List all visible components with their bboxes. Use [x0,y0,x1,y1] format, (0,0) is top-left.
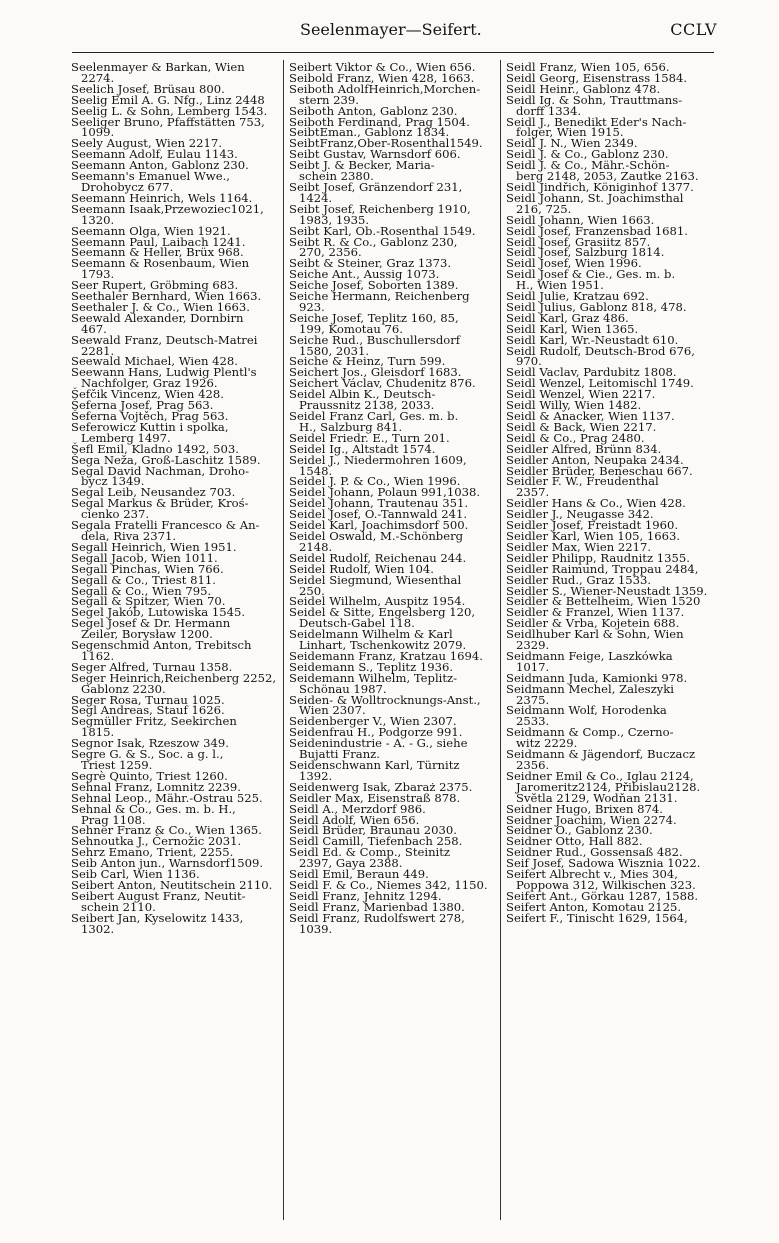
directory-entry-line: Seidl J. & Co., Mähr.-Schön- [506,158,670,173]
directory-entry-line: Seif Josef, Sadowa Wisznia 1022. [506,856,701,871]
directory-entry-line: Seidl Franz, Jehnitz 1294. [289,888,442,903]
directory-entry-line: Seiche Rud., Buschullersdorf [289,332,461,347]
directory-entry-line: Seethaler J. & Co., Wien 1663. [71,299,250,314]
directory-entry-line: Seelich Josef, Brüsau 800. [71,81,225,96]
directory-entry-line: H., Wien 1951. [516,278,604,293]
directory-entry-line: Seidl Josef & Cie., Ges. m. b. [506,267,676,282]
directory-entry-line: Seidl Wenzel, Leitomischl 1749. [506,376,694,391]
directory-entry-line: Seidler Rud., Graz 1533. [506,572,652,587]
directory-entry-line: Segall Pinchas, Wien 766. [71,561,224,576]
directory-entry-line: dela, Riva 2371. [81,528,177,543]
directory-entry-line: Seidler & Bettelheim, Wien 1520 [506,594,701,609]
directory-entry-line: Segall & Co., Wien 795. [71,583,212,598]
directory-entry-line: Sehnoutka J., Černožic 2031. [71,834,242,849]
directory-entry-line: Seidenfrau H., Podgorze 991. [289,725,463,740]
directory-entry-line: Wien 2307. [299,703,366,718]
directory-entry-line: Seiboth Ferdinand, Prag 1504. [289,114,470,129]
directory-entry-line: Sehner Franz & Co., Wien 1365. [71,823,262,838]
directory-entry-line: Seidel Wilhelm, Auspitz 1954. [289,594,466,609]
directory-entry-line: 1548. [299,463,333,478]
directory-entry-line: Seibert Viktor & Co., Wien 656. [289,60,476,74]
directory-entry-line: Gablonz 2230. [81,681,166,696]
directory-entry-line: Seidmann & Jägendorf, Buczacz [506,747,696,762]
directory-entry-line: Seidlhuber Karl & Sohn, Wien [506,627,684,642]
directory-entry-line: Seewann Hans, Ludwig Plentl's [71,365,257,380]
directory-entry-line: 1580, 2031. [299,343,370,358]
directory-entry-line: Seidl & Co., Prag 2480. [506,430,645,445]
page-number: CCLV [670,20,717,39]
directory-entry-line: Šefčik Vincenz, Wien 428. [71,387,224,402]
directory-entry-line: Seidl Franz, Marienbad 1380. [289,899,465,914]
directory-entry-line: folger, Wien 1915. [516,125,624,140]
directory-entry-line: 199, Komotau 76. [299,321,403,336]
directory-entry-line: Šeferna Josef, Prag 563. [71,398,214,413]
directory-entry-line: Seidel Johann, Polaun 991,1038. [289,485,481,500]
directory-entry-line: stern 239. [299,92,359,107]
directory-entry-line: Praussnitz 2138, 2033. [299,398,435,413]
directory-entry-line: Seidl J. N., Wien 2349. [506,136,638,151]
directory-entry-line: Seidner Joachim, Wien 2274. [506,812,677,827]
directory-entry-line: SeibtEman., Gablonz 1834. [289,125,450,140]
directory-entry-line: 2329. [516,638,550,653]
directory-entry-line: Seidl Vaclav, Pardubitz 1808. [506,365,677,380]
directory-entry-line: Seemann Adolf, Eulau 1143. [71,147,238,162]
directory-entry-line: Seidler & Vrba, Kojetein 688. [506,616,680,631]
directory-entry-line: Seidl Franz, Wien 105, 656. [506,60,670,74]
directory-entry-line: Seiche Josef, Teplitz 160, 85, [289,310,459,325]
directory-entry-line: 1793. [81,267,115,282]
directory-entry-line: Seidl Heinr., Gablonz 478. [506,81,661,96]
directory-entry-line: Seidner Otto, Hall 882. [506,834,643,849]
directory-entry-line: Seiche Ant., Aussig 1073. [289,267,440,282]
directory-entry-line: Seidemann Wilhelm, Teplitz- [289,670,458,685]
directory-entry-line: Seidler Brüder, Beneschau 667. [506,463,693,478]
directory-entry-line: Seibt Karl, Ob.-Rosenthal 1549. [289,223,476,238]
directory-entry-line: Seemann Anton, Gablonz 230. [71,158,249,173]
directory-entry-line: Segall Heinrich, Wien 1951. [71,539,237,554]
directory-entry-line: 1424. [299,190,333,205]
directory-entry-line: Seidel Albin K., Deutsch- [289,387,436,402]
directory-entry-line: SeibtFranz,Ober-Rosenthal1549. [289,136,483,151]
directory-entry-line: Drohobycz 677. [81,179,174,194]
directory-entry-line: Linhart, Tschenkowitz 2079. [299,638,467,653]
directory-entry-line: Seidenwerg Isak, Zbaraż 2375. [289,779,473,794]
directory-entry-line: Seidl & Back, Wien 2217. [506,419,657,434]
directory-entry-line: Seidl A., Merzdorf 986. [289,801,426,816]
directory-entry-line: Seidl Johann, St. Joachimsthal [506,190,684,205]
directory-entry-line: Seidel J., Niedermohren 1609, [289,452,467,467]
directory-entry-line: Seidl Camill, Tiefenbach 258. [289,834,463,849]
directory-entry-line: Seidl Josef, Grasiitz 857. [506,234,651,249]
directory-entry-line: Seidl Georg, Eisenstrass 1584. [506,70,688,85]
directory-entry-line: Seemann Heinrich, Wels 1164. [71,190,253,205]
directory-entry-line: Schönau 1987. [299,681,387,696]
directory-entry-line: 2357. [516,485,550,500]
directory-entry-line: Seidl & Anacker, Wien 1137. [506,409,675,423]
directory-entry-line: Seewald Alexander, Dornbirn [71,310,244,325]
directory-entry-line: Seidler Max, Eisenstraß 878. [289,790,461,805]
directory-entry-line: Seibert Anton, Neutitschein 2110. [71,877,273,892]
directory-entry-line: Seidler Raimund, Troppau 2484, [506,561,699,576]
directory-entry-line: Seidl Rudolf, Deutsch-Brod 676, [506,343,695,358]
directory-entry-line: 1320. [81,212,115,227]
directory-entry-line: Segel Josef & Dr. Hermann [71,616,231,631]
directory-entry-line: Seidmann Feige, Laszkówka [506,648,673,663]
directory-entry-line: Seibt Gustav, Warnsdorf 606. [289,147,461,162]
directory-entry-line: Segal Markus & Brüder, Kroś- [71,496,249,511]
directory-entry-line: Seelig Emil A. G. Nfg., Linz 2448 [71,92,265,107]
directory-entry-line: Seib Carl, Wien 1136. [71,867,200,882]
directory-entry-line: Seidenindustrie - A. - G., siehe [289,736,468,751]
directory-entry-line: Seidl Johann, Wien 1663. [506,212,655,227]
directory-entry-line: Segmüller Fritz, Seekirchen [71,714,237,729]
directory-entry-line: 1162. [81,648,115,663]
column-3 [506,62,715,924]
directory-entry-line: Seibt & Steiner, Graz 1373. [289,256,452,271]
directory-entry-line: 923. [299,299,325,314]
directory-entry-line: Segal David Nachman, Droho- [71,463,250,478]
directory-entry-line: Seidler Philipp, Raudnitz 1355. [506,550,690,565]
directory-entry-line: Segall & Spitzer, Wien 70. [71,594,226,609]
directory-entry-line: Seethaler Bernhard, Wien 1663. [71,289,262,304]
directory-entry-line: 2274. [81,70,115,85]
directory-entry-line: Seidel Karl, Joachimsdorf 500. [289,518,469,533]
directory-entry-line: 2375. [516,692,550,707]
directory-entry-line: Seidel Josef, O.-Tannwald 241. [289,507,468,522]
column-divider [283,60,284,1220]
directory-entry-line: Segal Leib, Neusandez 703. [71,485,236,500]
directory-entry-line: Seidmann Juda, Kamionki 978. [506,670,688,685]
directory-entry-line: Segl Andreas, Stauf 1626. [71,703,225,718]
directory-entry-line: Seemann Paul, Laibach 1241. [71,234,246,249]
directory-entry-line: Seeliger Bruno, Pfaffstätten 753, [71,114,265,129]
directory-entry-line: Šeferna Vojtěch, Prag 563. [71,409,229,423]
directory-entry-line: Seidel & Sitte, Engelsberg 120, [289,605,476,620]
directory-entry-line: Seidel Oswald, M.-Schönberg [289,528,464,543]
directory-entry-line: Seidel Friedr. E., Turn 201. [289,430,450,445]
directory-entry-line: Seiboth Anton, Gablonz 230. [289,103,458,118]
directory-entry-line: 2356. [516,758,550,772]
directory-entry-line: Seferowicz Kuttin i spolka, [71,419,229,434]
directory-entry-line: Seifert Ant., Görkau 1287, 1588. [506,888,699,903]
column-2 [289,62,495,935]
directory-entry-line: 1815. [81,725,115,740]
directory-entry-line: Seidmann & Comp., Czerno- [506,725,674,740]
page-header [0,20,779,44]
directory-entry-line: Seibt J. & Becker, Maria- [289,158,435,173]
directory-entry-line: bycz 1349. [81,474,145,489]
directory-entry-line: berg 2148, 2053, Zautke 2163. [516,169,699,184]
directory-entry-line: Seidelmann Wilhelm & Karl [289,627,453,642]
directory-entry-line: Seiden- & Wolltrocknungs-Anst., [289,692,481,707]
directory-entry-line: Seidler Hans & Co., Wien 428. [506,496,686,511]
directory-entry-line: Segall Jacob, Wien 1011. [71,550,218,565]
directory-entry-line: schein 2380. [299,169,374,184]
directory-entry-line: Nachfolger, Graz 1926. [81,376,218,391]
directory-entry-line: Seiche & Heinz, Turn 599. [289,354,446,369]
column-1 [71,62,278,935]
directory-entry-line: Segel Jakób, Lutowiska 1545. [71,605,246,620]
directory-entry-line: Seibert August Franz, Neutit- [71,888,246,903]
directory-entry-line: Seemann Olga, Wien 1921. [71,223,231,238]
directory-entry-line: Seidl Josef, Franzensbad 1681. [506,223,688,238]
directory-entry-line: Seidmann Wolf, Horodenka [506,703,667,718]
directory-entry-line: Seidl Karl, Graz 486. [506,310,629,325]
directory-entry-line: Seidler J., Neugasse 342. [506,507,654,522]
directory-entry-line: Seidel Rudolf, Wien 104. [289,561,434,576]
directory-entry-line: Seelig L. & Sohn, Lemberg 1543. [71,103,268,118]
directory-entry-line: Seidler Anton, Neupaka 2434. [506,452,684,467]
directory-entry-line: Seelenmayer & Barkan, Wien [71,60,245,74]
directory-entry-line: Seichert Václav, Chudenitz 876. [289,376,476,391]
directory-entry-line: Seidl Ed. & Comp., Steinitz [289,845,451,860]
directory-entry-line: Seidner Hugo, Brixen 874. [506,801,663,816]
directory-entry-line: Sehnal Leop., Mähr.-Ostrau 525. [71,790,263,805]
directory-entry-line: Seidl J., Benedikt Eder's Nach- [506,114,687,129]
directory-entry-line: Seiboth AdolfHeinrich,Morchen- [289,81,481,96]
directory-entry-line: witz 2229. [516,736,578,751]
directory-entry-line: Seidler Max, Wien 2217. [506,539,652,554]
directory-entry-line: Seibt R. & Co., Gablonz 230, [289,234,458,249]
directory-entry-line: H., Salzburg 841. [299,419,403,434]
directory-entry-line: Seidner Emil & Co., Iglau 2124, [506,768,694,783]
directory-entry-line: Seidemann Franz, Kratzau 1694. [289,648,483,663]
directory-entry-line: Seifert Anton, Komotau 2125. [506,899,682,914]
directory-entry-line: Segre G. & S., Soc. a g. l., [71,747,224,762]
directory-entry-line: Seidel Johann, Trautenau 351. [289,496,469,511]
directory-entry-line: 250. [299,583,325,598]
directory-entry-line: 467. [81,321,107,336]
directory-entry-line: Segnor Isak, Rzeszow 349. [71,736,229,751]
directory-entry-line: Seidl Karl, Wr.-Neustadt 610. [506,332,679,347]
directory-entry-line: 216, 725. [516,201,572,216]
directory-entry-line: Seidel Ig., Altstadt 1574. [289,441,436,456]
directory-entry-line: Seib Anton jun., Warnsdorf1509. [71,856,264,871]
directory-entry-line: 2148. [299,539,333,554]
directory-entry-line: 1392. [299,768,333,783]
directory-entry-line: Seidel J. P. & Co., Wien 1996. [289,474,461,489]
directory-entry-line: Seidl Adolf, Wien 656. [289,812,420,827]
directory-entry-line: 1983, 1935. [299,212,370,227]
directory-entry-line: Seidmann Mechel, Zaleszyki [506,681,674,696]
directory-entry-line: Seidl Franz, Rudolfswert 278, [289,910,465,925]
directory-entry-line: 270, 2356. [299,245,362,260]
directory-entry-line: Seiche Hermann, Reichenberg [289,289,470,304]
directory-entry-line: 2533. [516,714,550,729]
directory-entry-line: Seidel Rudolf, Reichenau 244. [289,550,467,565]
directory-entry-line: Seidl Wenzel, Wien 2217. [506,387,656,402]
directory-entry-line: dorff 1334. [516,103,582,118]
directory-entry-line: Jaromeritz2124, Přibislau2128. [516,779,701,794]
directory-entry-line: Seibold Franz, Wien 428, 1663. [289,70,475,85]
directory-entry-line: Triest 1259. [81,758,153,772]
directory-entry-line: Segala Fratelli Francesco & An- [71,518,260,533]
directory-entry-line: cienko 237. [81,507,150,522]
directory-entry-line: Segenschmid Anton, Trebitsch [71,638,252,653]
directory-entry-line: 1039. [299,921,333,936]
directory-entry-line: 2281. [81,343,115,358]
directory-entry-line: Lemberg 1497. [81,430,171,445]
directory-entry-line: Seidler Karl, Wien 105, 1663. [506,528,681,543]
page-title: Seelenmayer—Seifert. [300,20,482,39]
directory-entry-line: Seer Rupert, Gröbming 683. [71,278,239,293]
directory-entry-line: Seidl Julius, Gablonz 818, 478. [506,299,687,314]
directory-entry-line: Seidler F. W., Freudenthal [506,474,659,489]
directory-entry-line: Seewald Franz, Deutsch-Matrei [71,332,258,347]
directory-entry-line: Poppowa 312, Wilkischen 323. [516,877,696,892]
directory-entry-line: Bujatti Franz. [299,747,380,762]
directory-entry-line: Zeiler, Borysław 1200. [81,627,213,642]
directory-entry-line: 2397, Gaya 2388. [299,856,403,871]
directory-entry-line: Seidl Josef, Salzburg 1814. [506,245,665,260]
directory-entry-line: Seidner Rud., Gossensaß 482. [506,845,683,860]
directory-entry-line: Seidl Julie, Kratzau 692. [506,289,649,304]
directory-entry-line: Seidl Ig. & Sohn, Trauttmans- [506,92,683,107]
directory-entry-line: Seidel Siegmund, Wiesenthal [289,572,462,587]
directory-entry-line: Seibert Jan, Kyselowitz 1433, [71,910,244,925]
directory-entry-line: Seidler Alfred, Brünn 834. [506,441,662,456]
directory-entry-line: Sehnal & Co., Ges. m. b. H., [71,801,236,816]
column-divider [500,60,501,1220]
directory-entry-line: Seidl Emil, Beraun 449. [289,867,429,882]
directory-entry-line: Seidel Franz Carl, Ges. m. b. [289,409,459,423]
directory-entry-line: Seidl Brüder, Braunau 2030. [289,823,457,838]
directory-entry-line: Seidler S., Wiener-Neustadt 1359. [506,583,708,598]
directory-entry-line: Seidler & Franzel, Wien 1137. [506,605,685,620]
directory-entry-line: Sehrz Emano, Trient, 2255. [71,845,234,860]
directory-entry-line: Segall & Co., Triest 811. [71,572,216,587]
directory-entry-line: Seidl J. & Co., Gablonz 230. [506,147,669,162]
directory-entry-line: Seidl F. & Co., Niemes 342, 1150. [289,877,488,892]
directory-entry-line: Sehnal Franz, Lomnitz 2239. [71,779,241,794]
directory-entry-line: Seibt Josef, Reichenberg 1910, [289,201,471,216]
directory-entry-line: 1099. [81,125,115,140]
directory-entry-line: 970. [516,354,542,369]
directory-entry-line: Seidl Josef, Wien 1996. [506,256,642,271]
directory-entry-line: Seger Alfred, Turnau 1358. [71,659,233,674]
directory-entry-line: Seichert Jos., Gleisdorf 1683. [289,365,462,380]
directory-entry-line: Seidl Jindřich, Königinhof 1377. [506,179,694,194]
directory-entry-line: Seidemann S., Teplitz 1936. [289,659,454,674]
directory-entry-line: schein 2110. [81,899,156,914]
directory-entry-line: Seidl Karl, Wien 1365. [506,321,639,336]
header-rule [72,52,714,53]
directory-entry-line: Seger Rosa, Turnau 1025. [71,692,225,707]
directory-entry-line: Seifert Albrecht v., Mies 304, [506,867,678,882]
directory-entry-line: Segrè Quinto, Triest 1260. [71,768,228,783]
directory-entry-line: Prag 1108. [81,812,146,827]
directory-entry-line: 1017. [516,659,550,674]
directory-entry-line: Seidenschwann Karl, Türnitz [289,758,460,772]
directory-entry-line: Seemann & Heller, Brüx 968. [71,245,244,260]
directory-entry-line: Seidler Josef, Freistadt 1960. [506,518,679,533]
directory-entry-line: Seidner O., Gablonz 230. [506,823,653,838]
directory-entry-line: Seifert F., Tinischt 1629, 1564, [506,910,688,925]
directory-entry-line: Seely August, Wien 2217. [71,136,222,151]
directory-entry-line: Deutsch-Gabel 118. [299,616,415,631]
directory-entry-line: Seibt Josef, Gränzendorf 231, [289,179,463,194]
directory-entry-line: Seemann & Rosenbaum, Wien [71,256,250,271]
directory-entry-line: Seger Heinrich,Reichenberg 2252, [71,670,277,685]
directory-entry-line: Seiche Josef, Soborten 1389. [289,278,459,293]
directory-entry-line: Seemann's Emanuel Wwe., [71,169,230,184]
directory-entry-line: Seemann Isaak,Przewoziec1021, [71,201,264,216]
directory-entry-line: Svĕtla 2129, Wodňan 2131. [516,790,678,805]
directory-entry-line: Seidenberger V., Wien 2307. [289,714,457,729]
directory-entry-line: 1302. [81,921,115,936]
directory-entry-line: Šega Neža, Groß-Laschitz 1589. [71,452,261,467]
directory-entry-line: Seewald Michael, Wien 428. [71,354,238,369]
directory-entry-line: Šefl Emil, Kladno 1492, 503. [71,441,239,456]
directory-entry-line: Seidl Willy, Wien 1482. [506,398,642,413]
